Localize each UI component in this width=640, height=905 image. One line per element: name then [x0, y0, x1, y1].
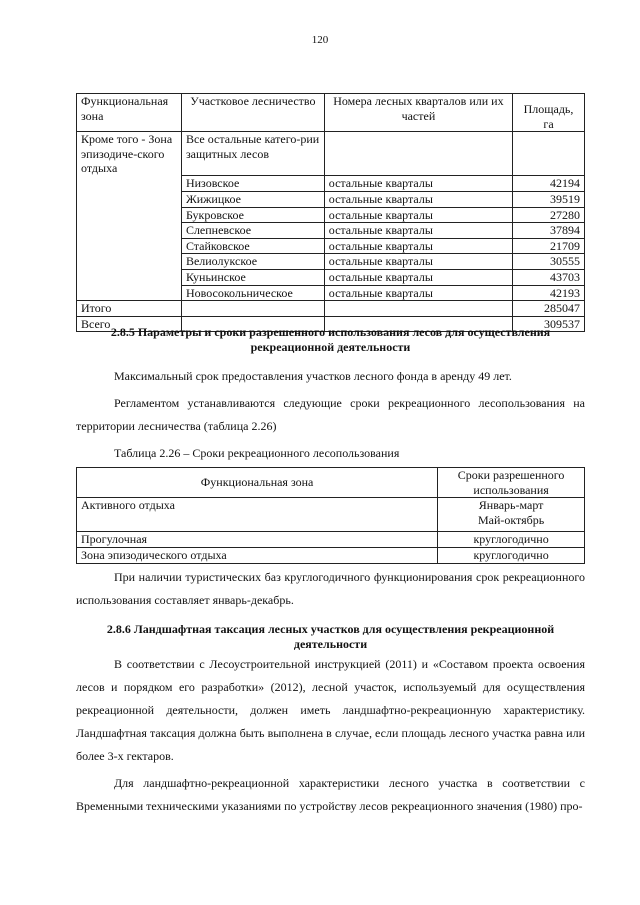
area-cell: 42193 — [513, 285, 585, 301]
area-cell: 37894 — [513, 223, 585, 239]
table-row — [77, 285, 585, 301]
header-zone: Функциональная зона — [77, 94, 182, 132]
table-row — [77, 254, 585, 270]
table-header-row — [77, 94, 585, 132]
table-row — [77, 532, 585, 548]
blocks-cell: остальные кварталы — [324, 176, 512, 192]
forestry-cell: Низовское — [181, 176, 324, 192]
header-blocks: Номера лесных кварталов или их частей — [324, 94, 512, 132]
forestry-cell: Куньинское — [181, 270, 324, 286]
table-row — [77, 238, 585, 254]
area-cell: 30555 — [513, 254, 585, 270]
blocks-cell: остальные кварталы — [324, 207, 512, 223]
table-row — [77, 207, 585, 223]
zone-cell: Зона эпизодического отдыха — [77, 547, 438, 563]
paragraph-tourist-bases: При наличии туристических баз круглогодичного функционирования срок рекреационного использования составляет январь-декабрь. — [76, 570, 585, 607]
table-row — [77, 176, 585, 192]
forestry-cell: Велиолукское — [181, 254, 324, 270]
terms-cell: круглогодично — [438, 547, 585, 563]
forestry-cell: Новосокольническое — [181, 285, 324, 301]
table-row — [77, 498, 585, 532]
paragraph-landscape-characteristic: Для ландшафтно-рекреационной характеристики лесного участка в соответствии с Временными техническими указаниями по устройству лесов рекреационного значения (1980) про- — [76, 776, 585, 813]
blocks-cell: остальные кварталы — [324, 192, 512, 208]
recreation-terms-table — [76, 467, 585, 564]
table-row — [77, 132, 585, 176]
page-number: 120 — [311, 34, 329, 46]
forestry-cell: Слепневское — [181, 223, 324, 239]
area-cell: 39519 — [513, 192, 585, 208]
zone-cell: Активного отдыха — [77, 498, 438, 532]
forestry-cell: Жижицкое — [181, 192, 324, 208]
area-cell: 43703 — [513, 270, 585, 286]
terms-cell: круглогодично — [438, 532, 585, 548]
vsego-label: Всего — [77, 316, 182, 332]
forest-area-table — [76, 93, 585, 332]
blocks-cell: остальные кварталы — [324, 238, 512, 254]
section-2-8-5-heading: 2.8.5 Параметры и сроки разрешенного использования лесов для осуществления рекреационной деятельности — [110, 325, 551, 354]
header-zone: Функциональная зона — [77, 468, 438, 498]
table-header-row — [77, 468, 585, 498]
paragraph-regulation: Регламентом устанавливаются следующие сроки рекреационного лесопользования на территории лесничества (таблица 2.26) — [76, 396, 585, 433]
itogo-row — [77, 301, 585, 317]
paragraph-lease-term: Максимальный срок предоставления участков лесного фонда в аренду 49 лет. — [114, 369, 512, 383]
blocks-cell: остальные кварталы — [324, 254, 512, 270]
itogo-value: 285047 — [513, 301, 585, 317]
area-cell: 21709 — [513, 238, 585, 254]
table-row — [77, 192, 585, 208]
header-terms: Сроки разрешенного использования — [438, 468, 585, 498]
paragraph-landscape-taxation: В соответствии с Лесоустроительной инструкцией (2011) и «Составом проекта освоения лесов и порядком его разработки» (2012), лесной участок, используемый для осуществления рекреационной деятельности, должен иметь ландшафтно-рекреационную характеристику. Ландшафтная таксация должна быть выполнена в случае, если площадь лесного участка равна или более 3-х гектаров. — [76, 657, 585, 763]
table-caption: Таблица 2.26 – Сроки рекреационного лесопользования — [114, 446, 400, 460]
table-row — [77, 547, 585, 563]
table-row — [77, 223, 585, 239]
blocks-cell: остальные кварталы — [324, 285, 512, 301]
itogo-label: Итого — [77, 301, 182, 317]
blocks-cell: остальные кварталы — [324, 223, 512, 239]
zone-cell: Прогулочная — [77, 532, 438, 548]
blocks-cell: остальные кварталы — [324, 270, 512, 286]
area-cell: 27280 — [513, 207, 585, 223]
zone-cell: Кроме того - Зона эпизодиче-ского отдыха — [77, 132, 182, 176]
terms-cell: Январь-март Май-октябрь — [438, 498, 585, 532]
table-row — [77, 270, 585, 286]
vsego-value: 309537 — [513, 316, 585, 332]
category-cell: Все остальные катего-рии защитных лесов — [181, 132, 324, 176]
header-forestry: Участковое лесничество — [181, 94, 324, 132]
header-area: Площадь, га — [513, 94, 585, 132]
forestry-cell: Стайковское — [181, 238, 324, 254]
forestry-cell: Букровское — [181, 207, 324, 223]
section-2-8-6-heading: 2.8.6 Ландшафтная таксация лесных участков для осуществления рекреационной деятельности — [106, 622, 555, 651]
area-cell: 42194 — [513, 176, 585, 192]
